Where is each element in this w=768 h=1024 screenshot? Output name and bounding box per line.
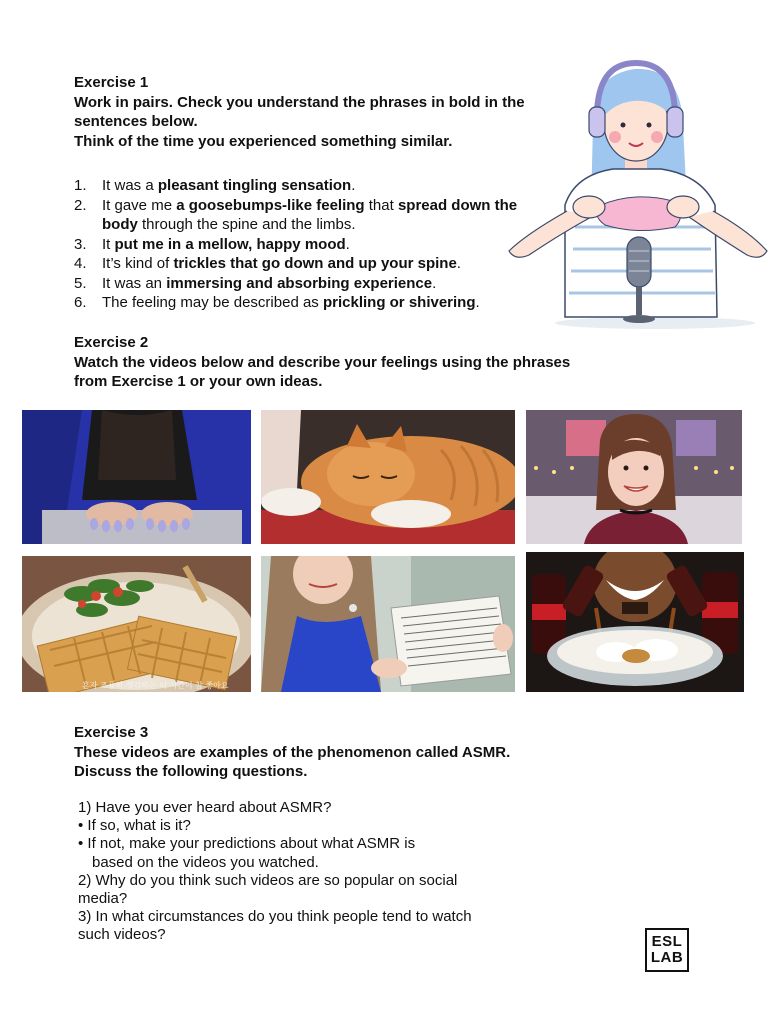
key-phrase: prickling or shivering (322, 294, 476, 311)
sentence-text: The feeling may be described as (102, 294, 323, 311)
video-thumbnail-waffles[interactable] (22, 556, 251, 692)
exercise-3-intro (74, 723, 574, 782)
sentence-text: . (456, 255, 461, 272)
exercise-3-question-list (78, 799, 498, 945)
sentence-number: 4. (74, 255, 87, 272)
question-1: 1) Have you ever heard about ASMR? (78, 799, 332, 816)
key-phrase: pleasant tingling sensation (157, 177, 352, 194)
logo-line-1: ESL (651, 933, 683, 950)
question-1-bullet-b-continued: based on the videos you watched. (92, 853, 319, 871)
sentence-number: 6. (74, 294, 87, 311)
sentence-text: . (351, 177, 356, 194)
sentence-text: . (475, 294, 480, 311)
video-thumbnail-cola-ice-cream[interactable] (526, 552, 744, 692)
video-thumbnail-smiling-woman[interactable] (526, 410, 742, 544)
exercise-2-instruction: Watch the videos below and describe your feelings using the phrases from Exercise 1 or your own ideas. (74, 353, 571, 390)
exercise-1-title: Exercise 1 (74, 74, 149, 91)
exercise-2-intro (74, 333, 574, 392)
exercise-2-title: Exercise 2 (74, 334, 149, 351)
logo-line-2: LAB (650, 949, 684, 966)
exercise-3-title: Exercise 3 (74, 724, 149, 741)
esl-lab-logo (645, 928, 689, 972)
sentence-text: . (345, 235, 350, 253)
key-phrase: a goosebumps-like feeling (176, 196, 365, 214)
video-thumbnail-sleeping-cat[interactable] (261, 410, 515, 544)
sentence-number: 1. (74, 177, 87, 194)
exercise-1-instruction-2: Think of the time you experienced something similar. (74, 132, 453, 150)
sentence-item (74, 196, 544, 235)
sentence-text: . (432, 274, 437, 292)
sentence-item (74, 235, 544, 255)
sentence-text: It was a (102, 177, 158, 194)
video-thumbnail-reading-woman[interactable] (261, 556, 515, 692)
question-1-bullet-a: • If so, what is it? (78, 817, 191, 835)
sentence-text: It gave me (102, 196, 177, 214)
key-phrase: trickles that go down and up your spine (173, 255, 457, 272)
exercise-3-line-1: These videos are examples of the phenomenon called ASMR. (74, 743, 511, 761)
exercise-1-intro (74, 73, 554, 151)
sentence-item (74, 274, 544, 294)
sentence-text: through the spine and the limbs. (137, 216, 356, 233)
sentence-item (74, 254, 544, 274)
question-2: 2) Why do you think such videos are so popular on social media? (78, 871, 458, 908)
sentence-item (74, 176, 544, 196)
question-1-bullet-b: • If not, make your predictions about what ASMR is (78, 835, 416, 853)
asmr-girl-illustration (505, 55, 768, 335)
question-3: 3) In what circumstances do you think people tend to watch such videos? (78, 908, 472, 944)
exercise-3-line-2: Discuss the following questions. (74, 763, 308, 780)
sentence-text: It (102, 235, 115, 253)
key-phrase: spread down the body (102, 196, 518, 233)
sentence-item (74, 293, 544, 313)
exercise-1-sentence-list (74, 176, 544, 313)
sentence-text: It was an (102, 274, 167, 292)
exercise-1-instruction: Work in pairs. Check you understand the phrases in bold in the sentences below. (74, 93, 525, 130)
sentence-text: that (364, 196, 398, 214)
key-phrase: put me in a mellow, happy mood (114, 235, 346, 253)
sentence-number: 5. (74, 274, 87, 292)
sentence-text: It’s kind of (102, 255, 174, 272)
sentence-number: 3. (74, 235, 87, 253)
sentence-number: 2. (74, 196, 87, 214)
waffle-caption: 혼자 조용히 생각하는 이 시간이 참 좋아요 (82, 681, 229, 690)
video-thumbnail-nails-on-fabric[interactable] (22, 410, 251, 544)
key-phrase: immersing and absorbing experience (166, 274, 433, 292)
